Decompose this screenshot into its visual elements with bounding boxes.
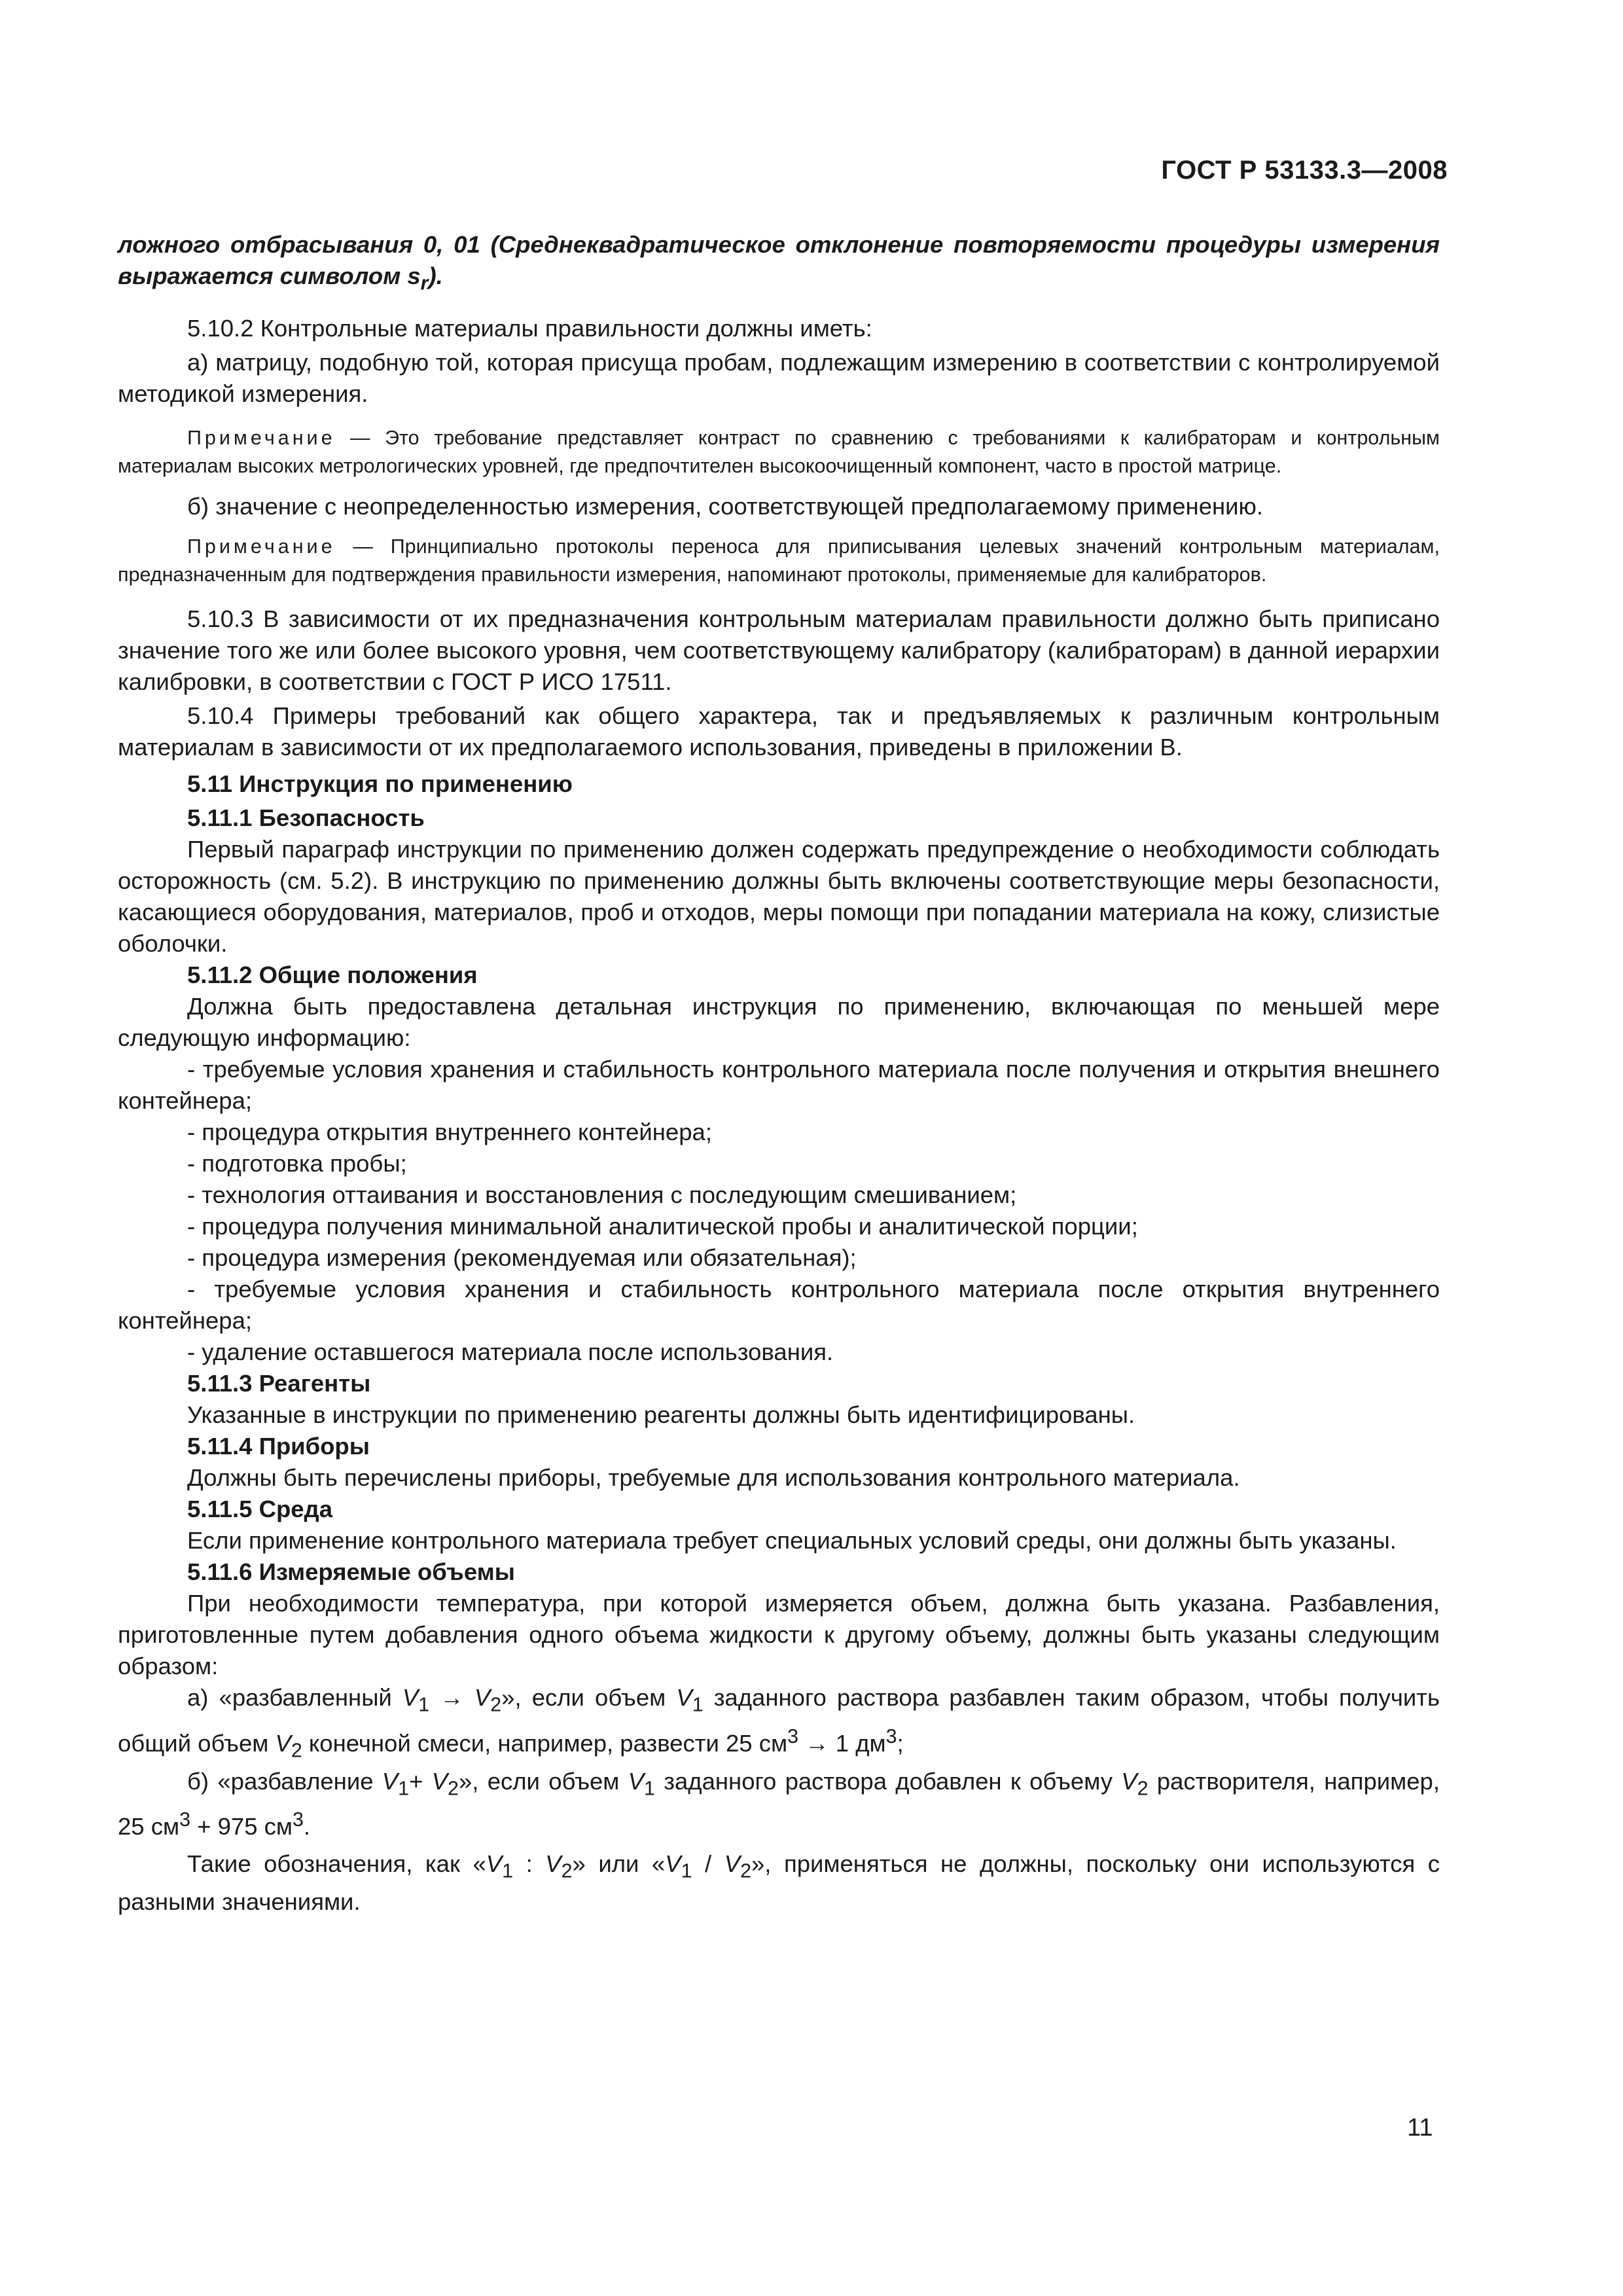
- superscript: 3: [885, 1725, 897, 1748]
- variable: V: [474, 1684, 491, 1712]
- text-run: растворителя, например, 25 см: [118, 1768, 1440, 1840]
- page-content: [118, 229, 1440, 1918]
- list-item: - удаление оставшегося материала после использования.: [187, 1338, 834, 1366]
- text-run: б) «разбавление: [187, 1768, 382, 1795]
- list-item: - процедура открытия внутреннего контейнера;: [187, 1119, 712, 1146]
- subscript: 2: [448, 1777, 459, 1800]
- subscript: 1: [398, 1777, 410, 1800]
- paragraph-5-10-3: 5.10.3 В зависимости от их предназначения контрольным материалам правильности должно быть приписано значение того же или более высокого уровня, чем соответствующему калибратору (калибраторам) в данной иерархии калибровки, в соответствии с ГОСТ Р ИСО 17511.: [118, 605, 1440, 696]
- variable: V: [382, 1768, 399, 1795]
- subscript: 2: [490, 1693, 502, 1716]
- text-run: ложного отбрасывания 0, 01 (Среднеквадратическое отклонение повторяемости процедуры измерения выражается символом s: [118, 231, 1440, 289]
- note-2: [118, 533, 1440, 589]
- variable: V: [724, 1850, 741, 1877]
- variable: V: [628, 1768, 645, 1795]
- list-item: - процедура измерения (рекомендуемая или обязательная);: [187, 1244, 857, 1272]
- paragraph-notation: [118, 1848, 1440, 1918]
- paragraph-general: Должна быть предоставлена детальная инструкция по применению, включающая по меньшей мере следующую информацию:: [118, 993, 1440, 1052]
- subscript: 1: [692, 1693, 704, 1716]
- subscript: 1: [502, 1859, 514, 1882]
- section-heading-5-11-4: 5.11.4 Приборы: [187, 1433, 370, 1460]
- section-heading-5-11-1: 5.11.1 Безопасность: [187, 804, 425, 832]
- colon-symbol: :: [513, 1850, 546, 1877]
- paragraph-item-a: а) матрицу, подобную той, которая присуща пробам, подлежащим измерению в соответствии с контролируемой методикой измерения.: [118, 349, 1440, 408]
- text-run: → 1 дм: [798, 1729, 886, 1757]
- note-text: — Это требование представляет контраст по сравнению с требованиями к калибраторам и контрольным материалам высоких метрологических уровней, где предпочтителен высокоочищенный компонент, часто в простой матрице.: [118, 427, 1440, 478]
- section-heading-5-11-6: 5.11.6 Измеряемые объемы: [187, 1558, 515, 1586]
- paragraph-5-10-4: 5.10.4 Примеры требований как общего характера, так и предъявляемых к различным контрольным материалам в зависимости от их предполагаемого использования, приведены в приложении В.: [118, 702, 1440, 761]
- text-run: », применяться не должны, поскольку они используются с разными значениями.: [118, 1850, 1440, 1915]
- page-number: 11: [1407, 2114, 1433, 2142]
- paragraph-continued: [118, 229, 1440, 298]
- text-run: .: [303, 1813, 311, 1840]
- section-heading-5-11: 5.11 Инструкция по применению: [187, 770, 573, 798]
- variable: V: [665, 1850, 681, 1877]
- superscript: 3: [293, 1808, 304, 1831]
- subscript: 2: [1137, 1777, 1149, 1800]
- superscript: 3: [787, 1725, 799, 1748]
- text-run: заданного раствора добавлен к объему: [654, 1768, 1122, 1795]
- subscript: 1: [418, 1693, 430, 1716]
- plus-symbol: +: [409, 1768, 432, 1795]
- list-item: - подготовка пробы;: [187, 1150, 407, 1177]
- subscript: r: [420, 272, 429, 295]
- variable: V: [402, 1684, 419, 1712]
- text-run: + 975 см: [190, 1813, 293, 1840]
- list-item: - требуемые условия хранения и стабильность контрольного материала после получения и открытия внешнего контейнера;: [118, 1056, 1440, 1115]
- list-item: - процедура получения минимальной аналитической пробы и аналитической порции;: [187, 1213, 1138, 1240]
- variable: V: [431, 1768, 448, 1795]
- text-run: Такие обозначения, как «: [187, 1850, 486, 1877]
- paragraph-item-b-dilution: [118, 1766, 1440, 1842]
- note-label: Примечание: [187, 427, 336, 450]
- arrow-symbol: →: [429, 1684, 474, 1712]
- section-heading-5-11-3: 5.11.3 Реагенты: [187, 1370, 371, 1397]
- paragraph-environment: Если применение контрольного материала требует специальных условий среды, они должны быть указаны.: [187, 1527, 1397, 1554]
- text-run: заданного раствора разбавлен таким образом, чтобы получить общий объем: [118, 1684, 1440, 1757]
- paragraph-item-b: б) значение с неопределенностью измерения, соответствующей предполагаемому применению.: [187, 493, 1264, 520]
- paragraph-5-10-2: 5.10.2 Контрольные материалы правильности должны иметь:: [187, 315, 872, 342]
- list-item: - технология оттаивания и восстановления с последующим смешиванием;: [187, 1181, 1017, 1209]
- subscript: 2: [291, 1739, 302, 1762]
- paragraph-volumes: При необходимости температура, при которой измеряется объем, должна быть указана. Разбавления, приготовленные путем добавления одного объема жидкости к другому объему, должны быть указаны следующим образом:: [118, 1590, 1440, 1680]
- paragraph-reagents: Указанные в инструкции по применению реагенты должны быть идентифицированы.: [187, 1401, 1135, 1429]
- list-item: - требуемые условия хранения и стабильность контрольного материала после открытия внутреннего контейнера;: [118, 1276, 1440, 1335]
- text-run: », если объем: [458, 1768, 628, 1795]
- variable: V: [486, 1850, 503, 1877]
- subscript: 2: [561, 1859, 573, 1882]
- text-run: а) «разбавленный: [187, 1684, 402, 1712]
- note-1: [118, 424, 1440, 480]
- variable: V: [275, 1729, 291, 1757]
- variable: V: [1121, 1768, 1137, 1795]
- variable: V: [545, 1850, 562, 1877]
- text-run: » или «: [572, 1850, 666, 1877]
- document-header: ГОСТ Р 53133.3—2008: [1161, 156, 1448, 185]
- paragraph-safety: Первый параграф инструкции по применению должен содержать предупреждение о необходимости соблюдать осторожность (см. 5.2). В инструкцию по применению должны быть включены соответствующие меры безопасности, касающиеся оборудования, материалов, проб и отходов, меры помощи при попадании материала на кожу, слизистые оболочки.: [118, 836, 1440, 958]
- subscript: 2: [740, 1859, 751, 1882]
- subscript: 1: [681, 1859, 692, 1882]
- text-run: », если объем: [501, 1684, 677, 1712]
- section-heading-5-11-2: 5.11.2 Общие положения: [187, 961, 478, 989]
- note-text: — Принципиально протоколы переноса для приписывания целевых значений контрольным материалам, предназначенным для подтверждения правильности измерения, напоминают протоколы, применяемые для калибраторов.: [118, 535, 1440, 586]
- text-run: ;: [897, 1729, 904, 1757]
- paragraph-instruments: Должны быть перечислены приборы, требуемые для использования контрольного материала.: [187, 1464, 1240, 1492]
- paragraph-item-a-dilution: [118, 1682, 1440, 1766]
- note-label: Примечание: [187, 535, 336, 558]
- slash-symbol: /: [692, 1850, 724, 1877]
- text-run: ).: [428, 262, 443, 289]
- subscript: 1: [644, 1777, 655, 1800]
- variable: V: [676, 1684, 692, 1712]
- section-heading-5-11-5: 5.11.5 Среда: [187, 1496, 333, 1523]
- text-run: конечной смеси, например, развести 25 см: [302, 1729, 788, 1757]
- superscript: 3: [179, 1808, 191, 1831]
